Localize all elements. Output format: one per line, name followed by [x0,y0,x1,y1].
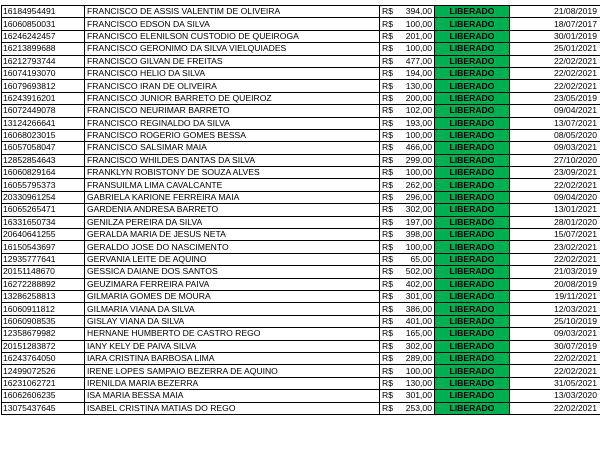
name-cell: FRANCISCO GILVAN DE FREITAS [85,55,380,67]
amount-cell: 289,00 [400,352,435,364]
table-row [2,92,600,104]
currency-cell: R$ [380,67,401,79]
amount-cell: 194,00 [400,67,435,79]
spreadsheet [0,5,600,415]
amount-cell: 100,00 [400,18,435,30]
status-badge: LIBERADO [435,253,510,265]
id-cell: 13124266641 [2,117,85,129]
name-cell: IANY KELY DE PAIVA SILVA [85,340,380,352]
currency-cell: R$ [380,167,401,179]
name-cell: FRANCISCO JUNIOR BARRETO DE QUEIROZ [85,92,380,104]
amount-cell: 197,00 [400,216,435,228]
table-row [2,43,600,55]
date-cell: 31/05/2021 [510,377,600,389]
currency-cell: R$ [380,129,401,141]
table-row [2,290,600,302]
name-cell: FRANCISCO NEURIMAR BARRETO [85,105,380,117]
table-row [2,6,600,18]
date-cell: 08/05/2020 [510,129,600,141]
id-cell: 16060908535 [2,315,85,327]
amount-cell: 386,00 [400,303,435,315]
date-cell: 19/11/2021 [510,290,600,302]
id-cell: 16231062721 [2,377,85,389]
currency-cell: R$ [380,390,401,402]
date-cell: 12/03/2021 [510,303,600,315]
status-badge: LIBERADO [435,290,510,302]
name-cell: FRANKLYN ROBISTONY DE SOUZA ALVES [85,167,380,179]
name-cell: GESSICA DAIANE DOS SANTOS [85,266,380,278]
name-cell: FRANCISCO ROGERIO GOMES BESSA [85,129,380,141]
currency-cell: R$ [380,241,401,253]
name-cell: GILMARIA GOMES DE MOURA [85,290,380,302]
currency-cell: R$ [380,105,401,117]
amount-cell: 302,00 [400,204,435,216]
date-cell: 22/02/2021 [510,179,600,191]
date-cell: 09/04/2020 [510,191,600,203]
table-row [2,340,600,352]
date-cell: 09/03/2021 [510,142,600,154]
table-row [2,390,600,402]
status-badge: LIBERADO [435,390,510,402]
name-cell: ISABEL CRISTINA MATIAS DO REGO [85,402,380,414]
currency-cell: R$ [380,216,401,228]
currency-cell: R$ [380,365,401,377]
id-cell: 20640641255 [2,229,85,241]
amount-cell: 398,00 [400,229,435,241]
amount-cell: 302,00 [400,340,435,352]
currency-cell: R$ [380,6,401,18]
table-row [2,352,600,364]
status-badge: LIBERADO [435,105,510,117]
status-badge: LIBERADO [435,328,510,340]
name-cell: FRANCISCO REGINALDO DA SILVA [85,117,380,129]
amount-cell: 102,00 [400,105,435,117]
table-row [2,67,600,79]
id-cell: 16065265471 [2,204,85,216]
name-cell: GABRIELA KARIONE FERREIRA MAIA [85,191,380,203]
id-cell: 16243764050 [2,352,85,364]
id-cell: 16062606235 [2,390,85,402]
name-cell: FRANSUILMA LIMA CAVALCANTE [85,179,380,191]
amount-cell: 296,00 [400,191,435,203]
amount-cell: 262,00 [400,179,435,191]
date-cell: 22/02/2021 [510,55,600,67]
id-cell: 16060829164 [2,167,85,179]
date-cell: 22/02/2021 [510,67,600,79]
id-cell: 12935777641 [2,253,85,265]
name-cell: FRANCISCO IRAN DE OLIVEIRA [85,80,380,92]
amount-cell: 130,00 [400,80,435,92]
name-cell: FRANCISCO ELENILSON CUSTODIO DE QUEIROGA [85,30,380,42]
table-row [2,167,600,179]
table-row [2,154,600,166]
amount-cell: 253,00 [400,402,435,414]
status-badge: LIBERADO [435,142,510,154]
status-badge: LIBERADO [435,92,510,104]
currency-cell: R$ [380,328,401,340]
status-badge: LIBERADO [435,129,510,141]
amount-cell: 100,00 [400,167,435,179]
id-cell: 16184954491 [2,6,85,18]
table-row [2,191,600,203]
currency-cell: R$ [380,55,401,67]
status-badge: LIBERADO [435,30,510,42]
table-row [2,55,600,67]
table-row [2,30,600,42]
currency-cell: R$ [380,315,401,327]
currency-cell: R$ [380,352,401,364]
status-badge: LIBERADO [435,241,510,253]
status-badge: LIBERADO [435,352,510,364]
table-row [2,303,600,315]
currency-cell: R$ [380,18,401,30]
date-cell: 30/01/2019 [510,30,600,42]
table-row [2,328,600,340]
status-badge: LIBERADO [435,303,510,315]
id-cell: 16068023015 [2,129,85,141]
currency-cell: R$ [380,303,401,315]
status-badge: LIBERADO [435,18,510,30]
date-cell: 27/10/2020 [510,154,600,166]
table-row [2,241,600,253]
status-badge: LIBERADO [435,179,510,191]
amount-cell: 301,00 [400,290,435,302]
name-cell: GERALDO JOSE DO NASCIMENTO [85,241,380,253]
status-badge: LIBERADO [435,67,510,79]
status-badge: LIBERADO [435,117,510,129]
name-cell: GERVANIA LEITE DE AQUINO [85,253,380,265]
date-cell: 30/07/2019 [510,340,600,352]
date-cell: 22/02/2021 [510,402,600,414]
currency-cell: R$ [380,92,401,104]
id-cell: 16212793744 [2,55,85,67]
name-cell: GEUZIMARA FERREIRA PAIVA [85,278,380,290]
amount-cell: 477,00 [400,55,435,67]
date-cell: 15/07/2021 [510,229,600,241]
id-cell: 13286258813 [2,290,85,302]
beneficiary-table [1,5,600,415]
id-cell: 16072449078 [2,105,85,117]
name-cell: GILMARIA VIANA DA SILVA [85,303,380,315]
date-cell: 23/02/2021 [510,241,600,253]
amount-cell: 100,00 [400,43,435,55]
table-row [2,216,600,228]
date-cell: 28/01/2020 [510,216,600,228]
id-cell: 16079693812 [2,80,85,92]
id-cell: 16243916201 [2,92,85,104]
status-badge: LIBERADO [435,154,510,166]
status-badge: LIBERADO [435,340,510,352]
date-cell: 22/02/2021 [510,253,600,265]
amount-cell: 301,00 [400,390,435,402]
name-cell: IRENILDA MARIA BEZERRA [85,377,380,389]
name-cell: IARA CRISTINA BARBOSA LIMA [85,352,380,364]
id-cell: 16272288892 [2,278,85,290]
currency-cell: R$ [380,204,401,216]
name-cell: FRANCISCO SALSIMAR MAIA [85,142,380,154]
id-cell: 16060911812 [2,303,85,315]
table-row [2,179,600,191]
name-cell: HERNANE HUMBERTO DE CASTRO REGO [85,328,380,340]
date-cell: 23/05/2019 [510,92,600,104]
name-cell: FRANCISCO GERONIMO DA SILVA VIELQUIADES [85,43,380,55]
table-row [2,229,600,241]
amount-cell: 502,00 [400,266,435,278]
name-cell: GISLAY VIANA DA SILVA [85,315,380,327]
table-row [2,142,600,154]
status-badge: LIBERADO [435,43,510,55]
id-cell: 16331650734 [2,216,85,228]
table-row [2,266,600,278]
name-cell: FRANCISCO DE ASSIS VALENTIM DE OLIVEIRA [85,6,380,18]
table-row [2,377,600,389]
status-badge: LIBERADO [435,6,510,18]
currency-cell: R$ [380,253,401,265]
date-cell: 13/03/2020 [510,390,600,402]
table-row [2,315,600,327]
status-badge: LIBERADO [435,266,510,278]
status-badge: LIBERADO [435,55,510,67]
id-cell: 20151148670 [2,266,85,278]
amount-cell: 394,00 [400,6,435,18]
name-cell: GERALDA MARIA DE JESUS NETA [85,229,380,241]
amount-cell: 165,00 [400,328,435,340]
date-cell: 09/04/2021 [510,105,600,117]
table-row [2,402,600,414]
id-cell: 16060850031 [2,18,85,30]
amount-cell: 130,00 [400,377,435,389]
currency-cell: R$ [380,30,401,42]
date-cell: 22/02/2021 [510,352,600,364]
date-cell: 21/03/2019 [510,266,600,278]
currency-cell: R$ [380,278,401,290]
name-cell: GENILZA PEREIRA DA SILVA [85,216,380,228]
name-cell: FRANCISCO EDSON DA SILVA [85,18,380,30]
table-row [2,204,600,216]
id-cell: 16055795373 [2,179,85,191]
date-cell: 23/09/2021 [510,167,600,179]
table-row [2,80,600,92]
status-badge: LIBERADO [435,80,510,92]
id-cell: 12358679982 [2,328,85,340]
date-cell: 25/01/2021 [510,43,600,55]
amount-cell: 65,00 [400,253,435,265]
date-cell: 20/08/2019 [510,278,600,290]
currency-cell: R$ [380,191,401,203]
id-cell: 13075437645 [2,402,85,414]
status-badge: LIBERADO [435,204,510,216]
id-cell: 12499072526 [2,365,85,377]
currency-cell: R$ [380,117,401,129]
amount-cell: 402,00 [400,278,435,290]
currency-cell: R$ [380,377,401,389]
table-row [2,105,600,117]
date-cell: 18/07/2017 [510,18,600,30]
status-badge: LIBERADO [435,315,510,327]
name-cell: GARDENIA ANDRESA BARRETO [85,204,380,216]
id-cell: 16246242457 [2,30,85,42]
id-cell: 20151283872 [2,340,85,352]
date-cell: 09/03/2021 [510,328,600,340]
name-cell: ISA MARIA BESSA MAIA [85,390,380,402]
currency-cell: R$ [380,179,401,191]
amount-cell: 100,00 [400,129,435,141]
amount-cell: 299,00 [400,154,435,166]
currency-cell: R$ [380,266,401,278]
status-badge: LIBERADO [435,377,510,389]
amount-cell: 466,00 [400,142,435,154]
currency-cell: R$ [380,340,401,352]
currency-cell: R$ [380,229,401,241]
table-row [2,18,600,30]
date-cell: 22/02/2021 [510,80,600,92]
id-cell: 16057058047 [2,142,85,154]
status-badge: LIBERADO [435,167,510,179]
status-badge: LIBERADO [435,278,510,290]
id-cell: 16074193070 [2,67,85,79]
table-row [2,278,600,290]
date-cell: 22/02/2021 [510,365,600,377]
table-row [2,129,600,141]
id-cell: 16213899688 [2,43,85,55]
amount-cell: 100,00 [400,241,435,253]
amount-cell: 100,00 [400,365,435,377]
name-cell: IRENE LOPES SAMPAIO BEZERRA DE AQUINO [85,365,380,377]
id-cell: 20330961254 [2,191,85,203]
table-row [2,365,600,377]
name-cell: FRANCISCO WHILDES DANTAS DA SILVA [85,154,380,166]
date-cell: 13/07/2021 [510,117,600,129]
status-badge: LIBERADO [435,402,510,414]
status-badge: LIBERADO [435,229,510,241]
name-cell: FRANCISCO HELIO DA SILVA [85,67,380,79]
date-cell: 13/01/2021 [510,204,600,216]
currency-cell: R$ [380,290,401,302]
amount-cell: 193,00 [400,117,435,129]
status-badge: LIBERADO [435,365,510,377]
amount-cell: 401,00 [400,315,435,327]
currency-cell: R$ [380,154,401,166]
table-row [2,253,600,265]
date-cell: 25/10/2019 [510,315,600,327]
currency-cell: R$ [380,43,401,55]
status-badge: LIBERADO [435,191,510,203]
id-cell: 12852854643 [2,154,85,166]
amount-cell: 200,00 [400,92,435,104]
date-cell: 21/08/2019 [510,6,600,18]
status-badge: LIBERADO [435,216,510,228]
currency-cell: R$ [380,142,401,154]
id-cell: 16150543697 [2,241,85,253]
amount-cell: 201,00 [400,30,435,42]
currency-cell: R$ [380,80,401,92]
currency-cell: R$ [380,402,401,414]
table-row [2,117,600,129]
